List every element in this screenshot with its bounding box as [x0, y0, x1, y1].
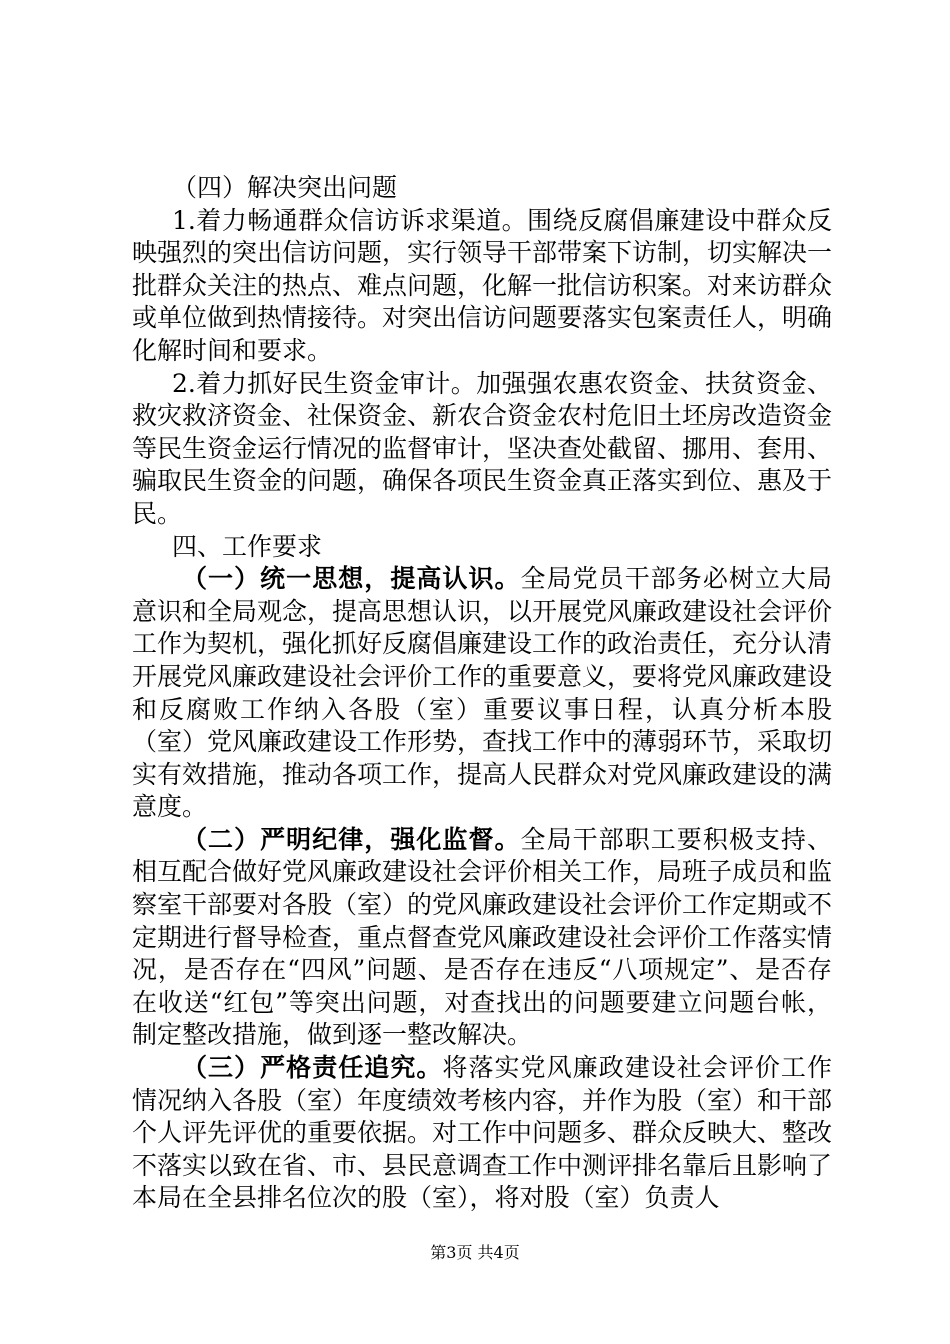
paragraph-item-1: 1.着力畅通群众信访诉求渠道。围绕反腐倡廉建设中群众反映强烈的突出信访问题，实行领导干部带案下访制，切实解决一批群众关注的热点、难点问题，化解一批信访积案。对来访群众或单位做到热情接待。对突出信访问题要落实包案责任人，明确化解时间和要求。 — [132, 205, 833, 365]
paragraph-requirement-3 — [132, 1052, 832, 1215]
requirement-3-text: 将落实党风廉政建设社会评价工作情况纳入各股（室）年度绩效考核内容，并作为股（室）和干部个人评先评优的重要依据。对工作中问题多、群众反映大、整改不落实以致在省、市、县民意调查工作中测评排名靠后且影响了本局在全县排名位次的股（室），将对股（室）负责人 — [132, 1053, 833, 1213]
requirement-2-title: （二）严明纪律，强化监督。 — [182, 824, 521, 854]
paragraph-requirement-2 — [132, 824, 832, 1052]
requirement-1-text: 全局党员干部务必树立大局意识和全局观念，提高思想认识，以开展党风廉政建设社会评价工作为契机，强化抓好反腐倡廉建设工作的政治责任，充分认清开展党风廉政建设社会评价工作的重要意义，要将党风廉政建设和反腐败工作纳入各股（室）重要议事日程，认真分析本股（室）党风廉政建设工作形势，查找工作中的薄弱环节，采取切实有效措施，推动各项工作，提高人民群众对党风廉政建设的满意度。 — [132, 564, 833, 822]
requirement-2-text: 全局干部职工要积极支持、相互配合做好党风廉政建设社会评价相关工作，局班子成员和监察室干部要对各股（室）的党风廉政建设社会评价工作定期或不定期进行督导检查，重点督查党风廉政建设社会评价工作落实情况，是否存在“四风”问题、是否存在违反“八项规定”、是否存在收送“红包”等突出问题，对查找出的问题要建立问题台帐，制定整改措施，做到逐一整改解决。 — [132, 824, 833, 1050]
paragraph-item-2: 2.着力抓好民生资金审计。加强强农惠农资金、扶贫资金、救灾救济资金、社保资金、新农合资金农村危旧土坯房改造资金等民生资金运行情况的监督审计，坚决查处截留、挪用、套用、骗取民生资金的问题，确保各项民生资金真正落实到位、惠及于民。 — [132, 368, 833, 528]
document-body — [132, 172, 832, 1215]
section-heading-work-requirements: 四、工作要求 — [172, 531, 323, 561]
requirement-3-title: （三）严格责任追究。 — [182, 1053, 443, 1083]
paragraph-requirement-1 — [132, 563, 832, 824]
page-number-footer: 第3页 共4页 — [430, 1243, 520, 1262]
subsection-heading-four: （四）解决突出问题 — [172, 173, 398, 202]
requirement-1-title: （一）统一思想，提高认识。 — [182, 564, 521, 594]
